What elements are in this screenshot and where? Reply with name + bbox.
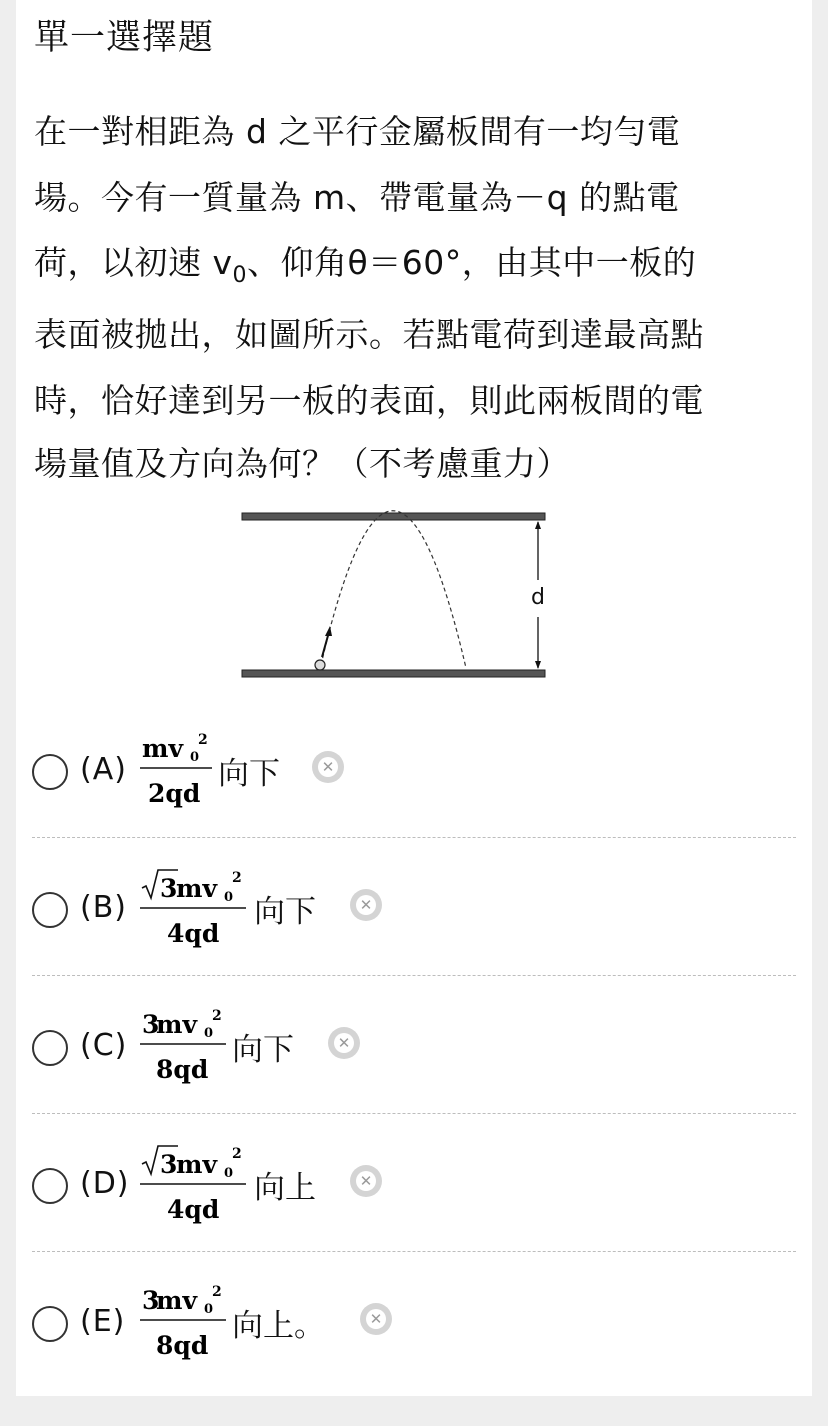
numerator-pow: 2 [198,732,208,748]
option-d[interactable] [32,1146,798,1288]
numerator-coef: 3 [160,1150,178,1179]
question-text-line-3 [34,237,696,288]
parallel-plates-diagram [240,505,550,685]
radio-button[interactable] [32,892,68,928]
denominator: 8qd [156,1331,209,1360]
field-direction: 向下 [218,756,280,792]
x-icon: ✕ [334,1033,354,1053]
field-direction: 向下 [254,894,316,930]
charge-ball [315,660,325,670]
numerator-sub: 0 [190,750,200,765]
fraction-formula [140,1004,232,1088]
denominator: 4qd [167,1195,220,1224]
fraction-formula [140,1140,252,1226]
field-direction: 向上 [254,1170,316,1206]
option-letter: (B) [80,890,127,925]
numerator-var: mv [176,1150,217,1179]
option-letter: (D) [80,1166,130,1201]
numerator-pow: 2 [212,1284,222,1300]
radio-button[interactable] [32,1168,68,1204]
numerator-var: mv [176,874,217,903]
text-part: 、仰角θ＝60°，由其中一板的 [247,243,697,282]
question-text-line-2: 場。今有一質量為 m、帶電量為－q 的點電 [34,178,680,217]
numerator-pow: 2 [232,870,242,886]
denominator: 4qd [167,919,220,948]
radio-button[interactable] [32,1306,68,1342]
option-letter: (A) [80,752,127,787]
fraction-formula [140,728,220,812]
trajectory-path [321,511,466,668]
numerator-sub: 0 [204,1302,214,1317]
x-icon: ✕ [366,1309,386,1329]
option-b[interactable] [32,870,798,1012]
radio-button[interactable] [32,754,68,790]
fraction-formula [140,1280,232,1364]
velocity-arrowhead [325,626,332,636]
option-letter: (E) [80,1304,126,1339]
option-letter: (C) [80,1028,128,1063]
bottom-plate [242,670,545,677]
question-text-line-5: 時，恰好達到另一板的表面，則此兩板間的電 [34,381,704,420]
option-c[interactable] [32,1008,798,1150]
distance-arrow-bottom [535,661,541,669]
option-a[interactable] [32,732,798,874]
remove-option-icon[interactable] [350,889,382,921]
option-divider [32,1251,796,1252]
x-icon: ✕ [356,1171,376,1191]
numerator-sub: 0 [204,1026,214,1041]
question-text-line-1: 在一對相距為 d 之平行金屬板間有一均勻電 [34,112,681,151]
text-part: 荷，以初速 v [34,243,233,282]
numerator-coef: 3 [142,1286,160,1315]
numerator-coef: 3 [142,1010,160,1039]
distance-arrow-top [535,521,541,529]
numerator-sub: 0 [224,890,234,905]
remove-option-icon[interactable] [360,1303,392,1335]
remove-option-icon[interactable] [312,751,344,783]
option-divider [32,975,796,976]
numerator-var: mv [156,1286,197,1315]
numerator-pow: 2 [212,1008,222,1024]
distance-label: d [531,585,545,610]
denominator: 8qd [156,1055,209,1084]
question-text-line-4: 表面被拋出，如圖所示。若點電荷到達最高點 [34,315,704,354]
subscript: 0 [232,263,248,288]
x-icon: ✕ [356,895,376,915]
field-direction: 向上。 [232,1308,325,1344]
option-divider [32,1113,796,1114]
remove-option-icon[interactable] [328,1027,360,1059]
question-text-line-6: 場量值及方向為何？（不考慮重力） [34,444,570,483]
field-direction: 向下 [232,1032,294,1068]
x-icon: ✕ [318,757,338,777]
numerator-coef: 3 [160,874,178,903]
numerator-var: mv [156,1010,197,1039]
numerator-sub: 0 [224,1166,234,1181]
numerator-pow: 2 [232,1146,242,1162]
option-divider [32,837,796,838]
numerator-var: mv [142,734,183,763]
fraction-formula [140,864,252,950]
radio-button[interactable] [32,1030,68,1066]
remove-option-icon[interactable] [350,1165,382,1197]
top-plate [242,513,545,520]
option-e[interactable] [32,1284,798,1426]
question-type-title: 單一選擇題 [34,18,215,58]
denominator: 2qd [148,779,201,808]
